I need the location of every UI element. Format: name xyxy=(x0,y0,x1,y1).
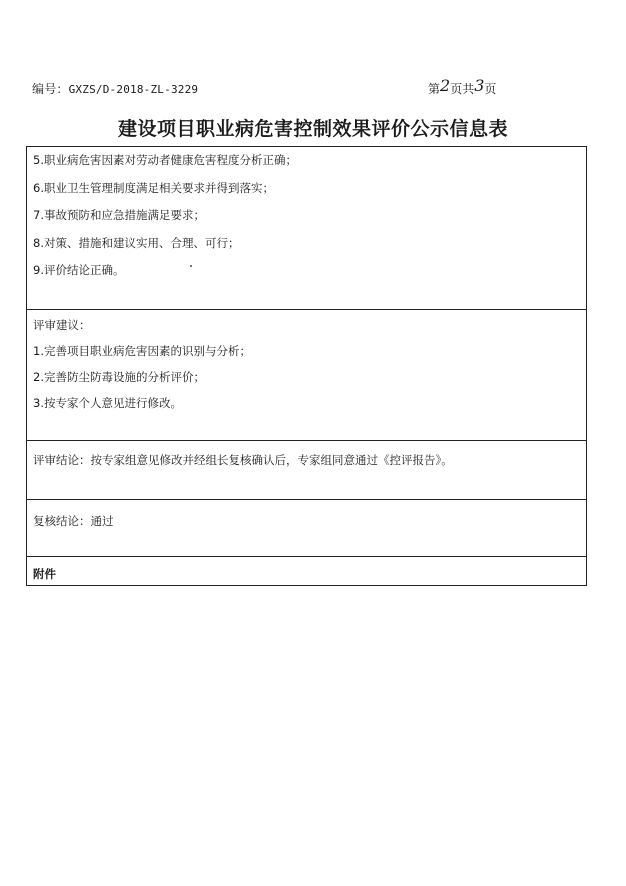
review-conclusion-text: 评审结论：按专家组意见修改并经组长复核确认后，专家组同意通过《控评报告》。 xyxy=(33,453,453,467)
document-number-label: 编号： xyxy=(32,82,69,96)
list-item: 9.评价结论正确。 xyxy=(33,263,125,277)
list-item: 6.职业卫生管理制度满足相关要求并得到落实； xyxy=(33,180,274,195)
review-suggestions-section xyxy=(27,310,586,441)
attachment-label: 附件 xyxy=(33,567,56,581)
list-item: 8.对策、措施和建议实用、合理、可行； xyxy=(33,235,240,250)
recheck-conclusion-section xyxy=(27,500,586,557)
page-prefix: 第 xyxy=(428,82,441,96)
review-conclusion-section xyxy=(27,441,586,500)
evaluation-items-section xyxy=(27,147,586,310)
info-table xyxy=(26,146,587,586)
list-item: 1.完善项目职业病危害因素的识别与分析； xyxy=(33,344,251,358)
attachment-section xyxy=(27,557,586,585)
page-total: 3 xyxy=(474,76,485,95)
page-suffix: 页 xyxy=(484,82,497,96)
page-current: 2 xyxy=(440,76,451,95)
list-item: 7.事故预防和应急措施满足要求； xyxy=(33,208,205,222)
list-item: 3.按专家个人意见进行修改。 xyxy=(33,396,182,410)
review-suggestions-heading: 评审建议： xyxy=(33,318,91,332)
scan-speck xyxy=(190,265,192,267)
document-number-value: GXZS/D-2018-ZL-3229 xyxy=(68,83,199,96)
document-number xyxy=(32,80,198,97)
recheck-conclusion-text: 复核结论：通过 xyxy=(33,514,114,528)
document-title: 建设项目职业病危害控制效果评价公示信息表 xyxy=(117,118,508,140)
list-item: 2.完善防尘防毒设施的分析评价； xyxy=(33,370,205,384)
page-middle: 页共 xyxy=(450,82,475,96)
list-item: 5.职业病危害因素对劳动者健康危害程度分析正确； xyxy=(33,153,297,167)
page-indicator xyxy=(428,78,496,97)
